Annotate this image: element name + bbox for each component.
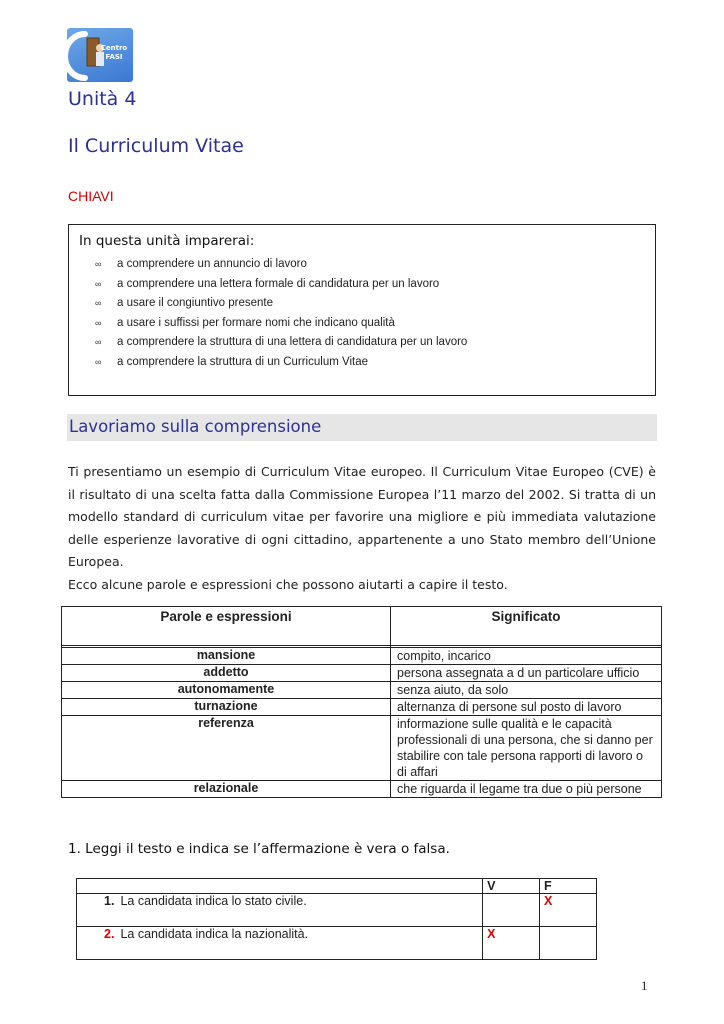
- goal-text: a comprendere la struttura di un Curriculum Vitae: [117, 355, 368, 368]
- intro-text: [68, 461, 656, 596]
- column-header-meaning: Significato: [391, 607, 662, 646]
- table-row: [62, 665, 662, 682]
- goal-text: a usare i suffissi per formare nomi che indicano qualità: [117, 316, 395, 329]
- answer-f-cell[interactable]: X: [540, 894, 597, 927]
- centro-fasi-logo: [67, 28, 133, 82]
- bullet-icon: ∞: [95, 278, 102, 289]
- table-header-row: [77, 879, 597, 894]
- table-row: [62, 699, 662, 716]
- learning-goals-box: [68, 224, 656, 396]
- meaning-cell: che riguarda il legame tra due o più persone: [391, 781, 662, 798]
- term-cell: referenza: [62, 716, 391, 781]
- list-item: [95, 314, 467, 334]
- logo-text: [97, 44, 131, 62]
- answer-v-cell[interactable]: [483, 894, 540, 927]
- answer-f-cell[interactable]: [540, 927, 597, 960]
- statement-cell: [77, 927, 483, 960]
- goals-title: In questa unità imparerai:: [79, 233, 255, 249]
- term-cell: addetto: [62, 665, 391, 682]
- table-row: [77, 927, 597, 960]
- table-row: [62, 682, 662, 699]
- goals-list: [95, 255, 467, 372]
- page-number: 1: [641, 978, 648, 993]
- table-row: [62, 781, 662, 798]
- term-cell: autonomamente: [62, 682, 391, 699]
- bullet-icon: ∞: [95, 337, 102, 347]
- answer-v-cell[interactable]: X: [483, 927, 540, 960]
- goal-text: a comprendere un annuncio di lavoro: [117, 258, 307, 270]
- intro-paragraph-2: Ecco alcune parole e espressioni che possono aiutarti a capire il testo.: [68, 576, 508, 592]
- term-cell: turnazione: [62, 699, 391, 716]
- table-row: [62, 648, 662, 665]
- statement-number: 2.: [104, 927, 115, 941]
- table-row: [62, 716, 662, 781]
- true-false-table: [76, 878, 597, 960]
- bullet-icon: ∞: [95, 259, 102, 269]
- list-item: [95, 275, 467, 295]
- section-title: Lavoriamo sulla comprensione: [69, 417, 322, 436]
- statement-text: La candidata indica la nazionalità.: [120, 927, 309, 941]
- unit-heading: Unità 4: [68, 88, 137, 110]
- statement-header-cell: [77, 879, 483, 894]
- table-header-row: [62, 607, 662, 646]
- term-cell: relazionale: [62, 781, 391, 798]
- meaning-cell: senza aiuto, da solo: [391, 682, 662, 699]
- exercise-title: 1. Leggi il testo e indica se l’affermazione è vera o falsa.: [68, 841, 450, 857]
- meaning-cell: alternanza di persone sul posto di lavoro: [391, 699, 662, 716]
- column-header-words: Parole e espressioni: [62, 607, 391, 646]
- list-item: [95, 255, 467, 275]
- logo-text-line1: Centro: [100, 44, 128, 52]
- meaning-cell: compito, incarico: [391, 648, 662, 665]
- meaning-cell: informazione sulle qualità e le capacità professionali di una persona, che si danno per stabilire con tale persona rapporti di lavoro o di affari: [391, 716, 662, 781]
- table-row: [77, 894, 597, 927]
- vocabulary-table: [61, 606, 662, 798]
- goal-text: a usare il congiuntivo presente: [117, 297, 273, 309]
- list-item: [95, 353, 467, 373]
- column-header-f: F: [540, 879, 597, 894]
- chiavi-label: CHIAVI: [68, 188, 114, 204]
- column-header-v: V: [483, 879, 540, 894]
- bullet-icon: ∞: [95, 356, 102, 367]
- list-item: [95, 333, 467, 353]
- goal-text: a comprendere la struttura di una lettera di candidatura per un lavoro: [117, 336, 468, 348]
- statement-text: La candidata indica lo stato civile.: [120, 894, 307, 908]
- section-header: [67, 414, 657, 441]
- bullet-icon: ∞: [95, 298, 102, 308]
- term-cell: mansione: [62, 648, 391, 665]
- statement-number: 1.: [104, 894, 115, 908]
- statement-cell: [77, 894, 483, 927]
- logo-text-line2: FASI: [105, 53, 123, 61]
- bullet-icon: ∞: [95, 317, 102, 328]
- goal-text: a comprendere una lettera formale di candidatura per un lavoro: [117, 277, 440, 290]
- meaning-cell: persona assegnata a d un particolare ufficio: [391, 665, 662, 682]
- page-title: Il Curriculum Vitae: [68, 135, 244, 157]
- list-item: [95, 294, 467, 314]
- intro-paragraph: Ti presentiamo un esempio di Curriculum Vitae europeo. Il Curriculum Vitae Europeo (CVE) è il risultato di una scelta fatta dalla Commissione Europea l’11 marzo del 2002. Si tratta di un modello standard di curriculum vitae per favorire una migliore e più immediata valutazione delle esperienze lavorative di ogni cittadino, appartenente a uno Stato membro dell’Unione Europea.: [68, 464, 656, 569]
